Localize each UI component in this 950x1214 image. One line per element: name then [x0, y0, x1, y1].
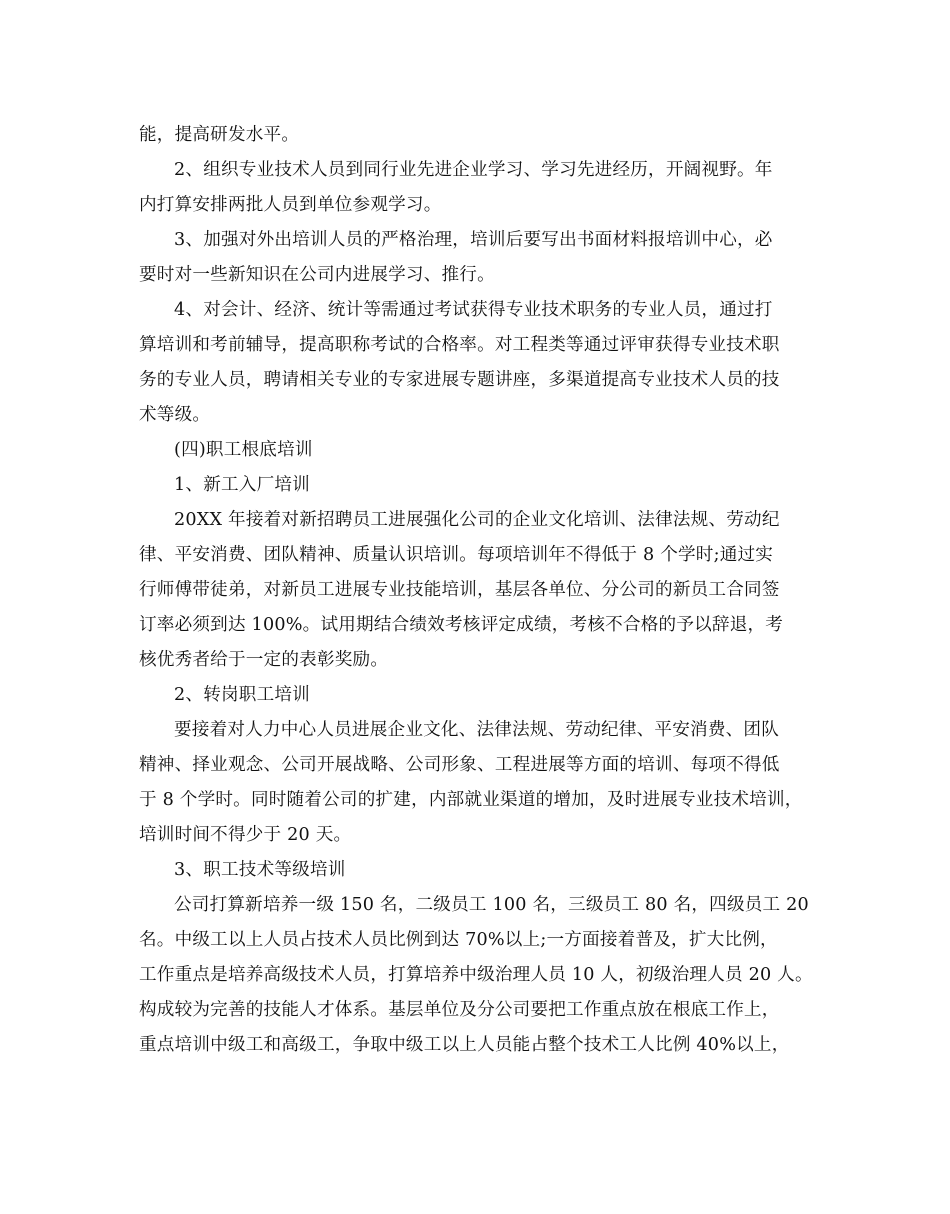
text-line: 名。中级工以上人员占技术人员比例到达 70%以上;一方面接着普及，扩大比例，	[139, 930, 778, 950]
text-line: 4、对会计、经济、统计等需通过考试获得专业技术职务的专业人员，通过打	[174, 300, 773, 320]
text-line: 精神、择业观念、公司开展战略、公司形象、工程进展等方面的培训、每项不得低	[139, 755, 780, 775]
text-line: 2、组织专业技术人员到同行业先进企业学习、学习先进经历，开阔视野。年	[174, 160, 773, 180]
text-line: 律、平安消费、团队精神、质量认识培训。每项培训年不得低于 8 个学时;通过实	[139, 545, 774, 565]
text-line: 术等级。	[139, 405, 211, 425]
text-line: 公司打算新培养一级 150 名，二级员工 100 名，三级员工 80 名，四级员工 20	[174, 895, 809, 915]
text-line: 要时对一些新知识在公司内进展学习、推行。	[139, 265, 495, 285]
text-line: 3、加强对外出培训人员的严格治理，培训后要写出书面材料报培训中心，必	[174, 230, 773, 250]
subsection-heading: 1、新工入厂培训	[174, 475, 310, 495]
text-line: 要接着对人力中心人员进展企业文化、法律法规、劳动纪律、平安消费、团队	[174, 720, 779, 740]
text-line: 内打算安排两批人员到单位参观学习。	[139, 195, 442, 215]
subsection-heading: 2、转岗职工培训	[174, 685, 310, 705]
text-line: 构成较为完善的技能人才体系。基层单位及分公司要把工作重点放在根底工作上，	[139, 1000, 780, 1020]
section-heading: (四)职工根底培训	[174, 440, 313, 460]
text-line: 20XX 年接着对新招聘员工进展强化公司的企业文化培训、法律法规、劳动纪	[174, 510, 780, 530]
text-line: 核优秀者给于一定的表彰奖励。	[139, 650, 389, 670]
text-line: 重点培训中级工和高级工，争取中级工以上人员能占整个技术工人比例 40%以上，	[139, 1035, 790, 1055]
text-line: 培训时间不得少于 20 天。	[139, 825, 352, 845]
text-line: 工作重点是培养高级技术人员，打算培养中级治理人员 10 人，初级治理人员 20 人。	[139, 965, 813, 985]
text-line: 算培训和考前辅导，提高职称考试的合格率。对工程类等通过评审获得专业技术职	[139, 335, 780, 355]
subsection-heading: 3、职工技术等级培训	[174, 860, 346, 880]
text-line: 能，提高研发水平。	[139, 125, 300, 145]
text-line: 于 8 个学时。同时随着公司的扩建，内部就业渠道的增加，及时进展专业技术培训，	[139, 790, 803, 810]
text-line: 行师傅带徒弟，对新员工进展专业技能培训，基层各单位、分公司的新员工合同签	[139, 580, 780, 600]
text-line: 务的专业人员，聘请相关专业的专家进展专题讲座，多渠道提高专业技术人员的技	[139, 370, 780, 390]
text-line: 订率必须到达 100%。试用期结合绩效考核评定成绩，考核不合格的予以辞退，考	[139, 615, 784, 635]
